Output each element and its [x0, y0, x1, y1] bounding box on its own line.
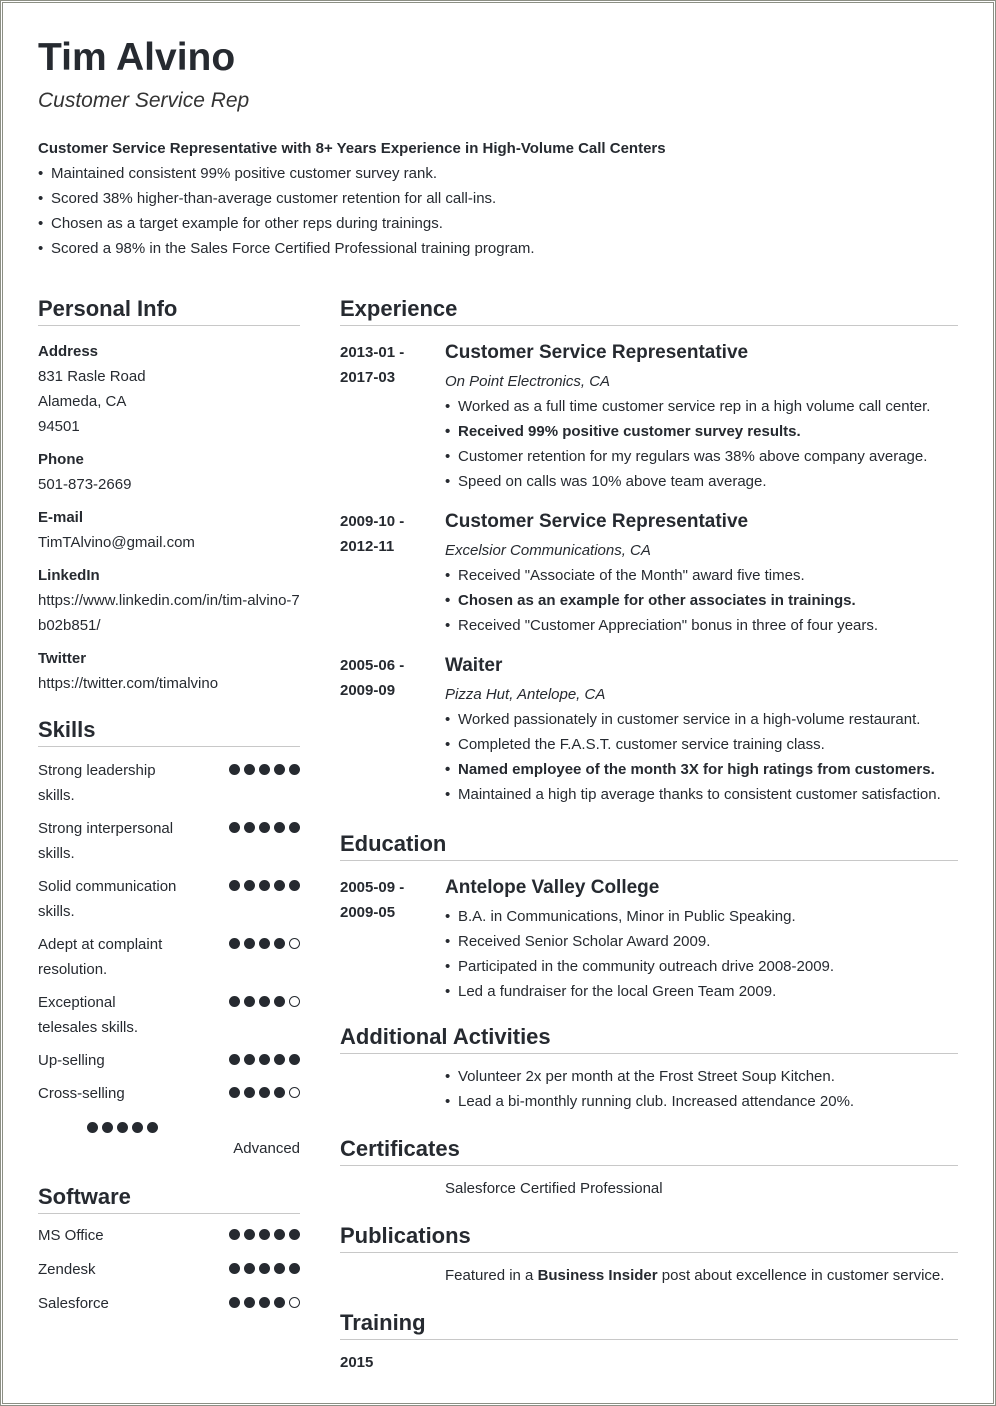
job-title: Customer Service Representative: [445, 342, 749, 363]
job-body: [445, 653, 958, 807]
address-line: 831 Rasle Road: [38, 368, 146, 385]
skill-name: Up-selling: [38, 1052, 105, 1069]
skill-rating: [229, 1263, 300, 1274]
rating-dot-filled: [229, 764, 240, 775]
certificates-heading: Certificates: [340, 1135, 958, 1166]
skill-name: Solid communication skills.: [38, 878, 177, 920]
date-start: 2005-09 -: [340, 879, 405, 896]
job-bullet: • Worked passionately in customer service in a high-volume restaurant.: [445, 707, 958, 732]
address-line: Alameda, CA: [38, 393, 127, 410]
rating-dot-filled: [274, 1087, 285, 1098]
publications-entry: [340, 1263, 958, 1288]
skill-name: Cross-selling: [38, 1085, 125, 1102]
rating-dot-empty: [289, 938, 300, 949]
date-end: 2012-11: [340, 538, 395, 555]
experience-entry: [340, 340, 958, 494]
software-heading: Software: [38, 1183, 300, 1214]
rating-dot-filled: [229, 880, 240, 891]
skill-rating: [229, 1297, 300, 1308]
email-label: E-mail: [38, 509, 84, 526]
rating-dot-filled: [244, 822, 255, 833]
rating-dot-filled: [229, 1087, 240, 1098]
rating-dot-empty: [289, 1087, 300, 1098]
publication-source: Business Insider: [537, 1267, 658, 1284]
rating-dot-filled: [274, 880, 285, 891]
skill-rating: [229, 764, 300, 775]
rating-dot-empty: [289, 996, 300, 1007]
job-date: [340, 340, 430, 390]
rating-dot-filled: [229, 1297, 240, 1308]
rating-dot-filled: [244, 1263, 255, 1274]
date-end: 2009-09: [340, 682, 396, 699]
rating-dot-filled: [289, 880, 300, 891]
job-bullet: • Maintained a high tip average thanks to consistent customer satisfaction.: [445, 782, 958, 807]
phone-block: [38, 447, 300, 497]
rating-dot-filled: [259, 1087, 270, 1098]
rating-dot-filled: [274, 1263, 285, 1274]
experience-entry: [340, 653, 958, 807]
rating-dot-filled: [229, 938, 240, 949]
rating-dot-filled: [289, 822, 300, 833]
job-title: Customer Service Representative: [445, 511, 749, 532]
date-start: 2009-10 -: [340, 513, 405, 530]
rating-dot-filled: [259, 764, 270, 775]
skill-name: Strong leadership skills.: [38, 762, 156, 804]
software-name: MS Office: [38, 1227, 104, 1244]
date-end: 2009-05: [340, 904, 396, 921]
rating-dot-filled: [274, 1229, 285, 1240]
job-bullet: • Named employee of the month 3X for high ratings from customers.: [445, 757, 958, 782]
rating-dot-filled: [259, 996, 270, 1007]
skill-item: [38, 932, 300, 982]
rating-dot-filled: [274, 1297, 285, 1308]
education-bullet: • Led a fundraiser for the local Green Team 2009.: [445, 979, 958, 1004]
twitter-label: Twitter: [38, 650, 87, 667]
skill-name: Strong interpersonal skills.: [38, 820, 174, 862]
experience-heading: Experience: [340, 295, 958, 326]
skill-name: Adept at complaint resolution.: [38, 936, 163, 978]
summary-bullet: • Chosen as a target example for other reps during trainings.: [38, 211, 938, 236]
experience-entry: [340, 509, 958, 638]
summary-headline: Customer Service Representative with 8+ Years Experience in High-Volume Call Centers: [38, 140, 666, 157]
rating-dot-filled: [259, 1229, 270, 1240]
certificates-entry: [340, 1176, 958, 1201]
rating-dot-filled: [229, 822, 240, 833]
job-bullet: • Received "Customer Appreciation" bonus in three of four years.: [445, 613, 958, 638]
job-bullets: [445, 394, 958, 494]
education-heading: Education: [340, 830, 958, 861]
summary-bullet: • Scored 38% higher-than-average customer retention for all call-ins.: [38, 186, 938, 211]
rating-dot-filled: [147, 1122, 158, 1133]
skill-legend: [38, 1114, 300, 1166]
rating-dot-filled: [244, 880, 255, 891]
education-body: [445, 875, 958, 1004]
rating-dot-filled: [259, 822, 270, 833]
email-block: [38, 505, 300, 555]
education-bullets: [445, 904, 958, 1004]
rating-dot-filled: [229, 996, 240, 1007]
summary: [38, 136, 938, 261]
candidate-title: Customer Service Rep: [38, 89, 250, 112]
job-title: Waiter: [445, 655, 503, 676]
job-employer: On Point Electronics, CA: [445, 373, 611, 390]
skill-rating: [229, 1054, 300, 1065]
job-body: [445, 509, 958, 638]
skills-list: [38, 758, 300, 1106]
skill-name: Exceptional telesales skills.: [38, 994, 139, 1036]
rating-dot-filled: [259, 1054, 270, 1065]
publication-item: [445, 1263, 958, 1288]
job-bullet: • Speed on calls was 10% above team average.: [445, 469, 958, 494]
job-bullet: • Chosen as an example for other associates in trainings.: [445, 588, 958, 613]
rating-dot-filled: [229, 1229, 240, 1240]
publications-heading: Publications: [340, 1222, 958, 1253]
activity-bullet: • Volunteer 2x per month at the Frost Street Soup Kitchen.: [445, 1064, 958, 1089]
education-bullet: • Received Senior Scholar Award 2009.: [445, 929, 958, 954]
education-bullet: • Participated in the community outreach drive 2008-2009.: [445, 954, 958, 979]
right-column: [340, 295, 958, 1375]
activities-heading: Additional Activities: [340, 1023, 958, 1054]
skill-item: [38, 1048, 300, 1073]
skill-item: [38, 816, 300, 866]
activity-bullet: • Lead a bi-monthly running club. Increased attendance 20%.: [445, 1089, 958, 1114]
rating-dot-filled: [244, 1297, 255, 1308]
skill-item: [38, 1081, 300, 1106]
skill-item: [38, 990, 300, 1040]
activities-entry: [340, 1064, 958, 1114]
certificate-item: Salesforce Certified Professional: [445, 1180, 663, 1197]
activities-body: [445, 1064, 958, 1114]
training-entry: [340, 1350, 958, 1375]
rating-dot-filled: [244, 764, 255, 775]
publication-text: post about excellence in customer service.: [657, 1267, 945, 1284]
skill-rating: [229, 1229, 300, 1240]
job-body: [445, 340, 958, 494]
date-start: 2005-06 -: [340, 657, 405, 674]
rating-dot-filled: [244, 1087, 255, 1098]
address-line: 94501: [38, 418, 80, 435]
skill-rating: [229, 822, 300, 833]
job-bullet: • Received "Associate of the Month" award five times.: [445, 563, 958, 588]
skill-rating: [229, 880, 300, 891]
rating-dot-filled: [244, 1229, 255, 1240]
summary-bullet: • Scored a 98% in the Sales Force Certified Professional training program.: [38, 236, 938, 261]
publication-text: Featured in a: [445, 1267, 538, 1284]
address-label: Address: [38, 343, 99, 360]
rating-dot-filled: [229, 1263, 240, 1274]
training-year: 2015: [340, 1354, 374, 1371]
candidate-name: Tim Alvino: [38, 36, 236, 79]
software-item: [38, 1257, 300, 1282]
skill-item: [38, 874, 300, 924]
rating-dot-filled: [274, 996, 285, 1007]
job-employer: Excelsior Communications, CA: [445, 542, 651, 559]
activities-bullets: [445, 1064, 958, 1114]
software-item: [38, 1291, 300, 1316]
address-block: [38, 339, 300, 439]
linkedin-label: LinkedIn: [38, 567, 100, 584]
school-name: Antelope Valley College: [445, 877, 660, 898]
training-heading: Training: [340, 1309, 958, 1340]
rating-dot-filled: [289, 1054, 300, 1065]
skill-item: [38, 758, 300, 808]
job-bullet: • Completed the F.A.S.T. customer service training class.: [445, 732, 958, 757]
job-bullets: [445, 707, 958, 807]
software-item: [38, 1223, 300, 1248]
personal-info-heading: Personal Info: [38, 295, 300, 326]
job-employer: Pizza Hut, Antelope, CA: [445, 686, 606, 703]
rating-dot-filled: [289, 1229, 300, 1240]
rating-dot-filled: [244, 996, 255, 1007]
job-bullets: [445, 563, 958, 638]
phone-value: 501-873-2669: [38, 476, 132, 493]
software-name: Zendesk: [38, 1261, 96, 1278]
skill-rating: [229, 996, 300, 1007]
job-date: [340, 509, 430, 559]
twitter-link[interactable]: https://twitter.com/timalvino: [38, 675, 219, 692]
rating-dot-filled: [87, 1122, 98, 1133]
rating-dot-filled: [244, 938, 255, 949]
rating-dot-filled: [132, 1122, 143, 1133]
rating-dot-filled: [289, 764, 300, 775]
rating-dot-filled: [117, 1122, 128, 1133]
email-link[interactable]: TimTAlvino@gmail.com: [38, 534, 195, 551]
skills-heading: Skills: [38, 716, 300, 747]
rating-dot-empty: [289, 1297, 300, 1308]
rating-dot-filled: [274, 1054, 285, 1065]
phone-label: Phone: [38, 451, 84, 468]
rating-dot-filled: [229, 1054, 240, 1065]
linkedin-block: [38, 563, 300, 638]
rating-dot-filled: [274, 764, 285, 775]
twitter-block: [38, 646, 300, 696]
rating-dot-filled: [259, 938, 270, 949]
rating-dot-filled: [102, 1122, 113, 1133]
skill-rating: [229, 938, 300, 949]
rating-dot-filled: [274, 822, 285, 833]
job-bullet: • Worked as a full time customer service rep in a high volume call center.: [445, 394, 958, 419]
rating-dot-filled: [259, 1263, 270, 1274]
job-bullet: • Received 99% positive customer survey results.: [445, 419, 958, 444]
education-date: [340, 875, 430, 925]
education-bullet: • B.A. in Communications, Minor in Public Speaking.: [445, 904, 958, 929]
rating-dot-filled: [259, 880, 270, 891]
left-column: [38, 295, 300, 1325]
rating-dot-filled: [259, 1297, 270, 1308]
legend-rating: [87, 1122, 158, 1133]
software-list: [38, 1223, 300, 1316]
software-name: Salesforce: [38, 1295, 109, 1312]
date-start: 2013-01 -: [340, 344, 405, 361]
legend-label: Advanced: [233, 1140, 300, 1157]
rating-dot-filled: [274, 938, 285, 949]
education-entry: [340, 875, 958, 1004]
skill-rating: [229, 1087, 300, 1098]
summary-bullet: • Maintained consistent 99% positive customer survey rank.: [38, 161, 938, 186]
job-bullet: • Customer retention for my regulars was 38% above company average.: [445, 444, 958, 469]
rating-dot-filled: [244, 1054, 255, 1065]
linkedin-link[interactable]: https://www.linkedin.com/in/tim-alvino-7b02b851/: [38, 592, 300, 634]
rating-dot-filled: [289, 1263, 300, 1274]
job-date: [340, 653, 430, 703]
summary-bullets: [38, 161, 938, 261]
date-end: 2017-03: [340, 369, 396, 386]
experience-list: [340, 340, 958, 807]
